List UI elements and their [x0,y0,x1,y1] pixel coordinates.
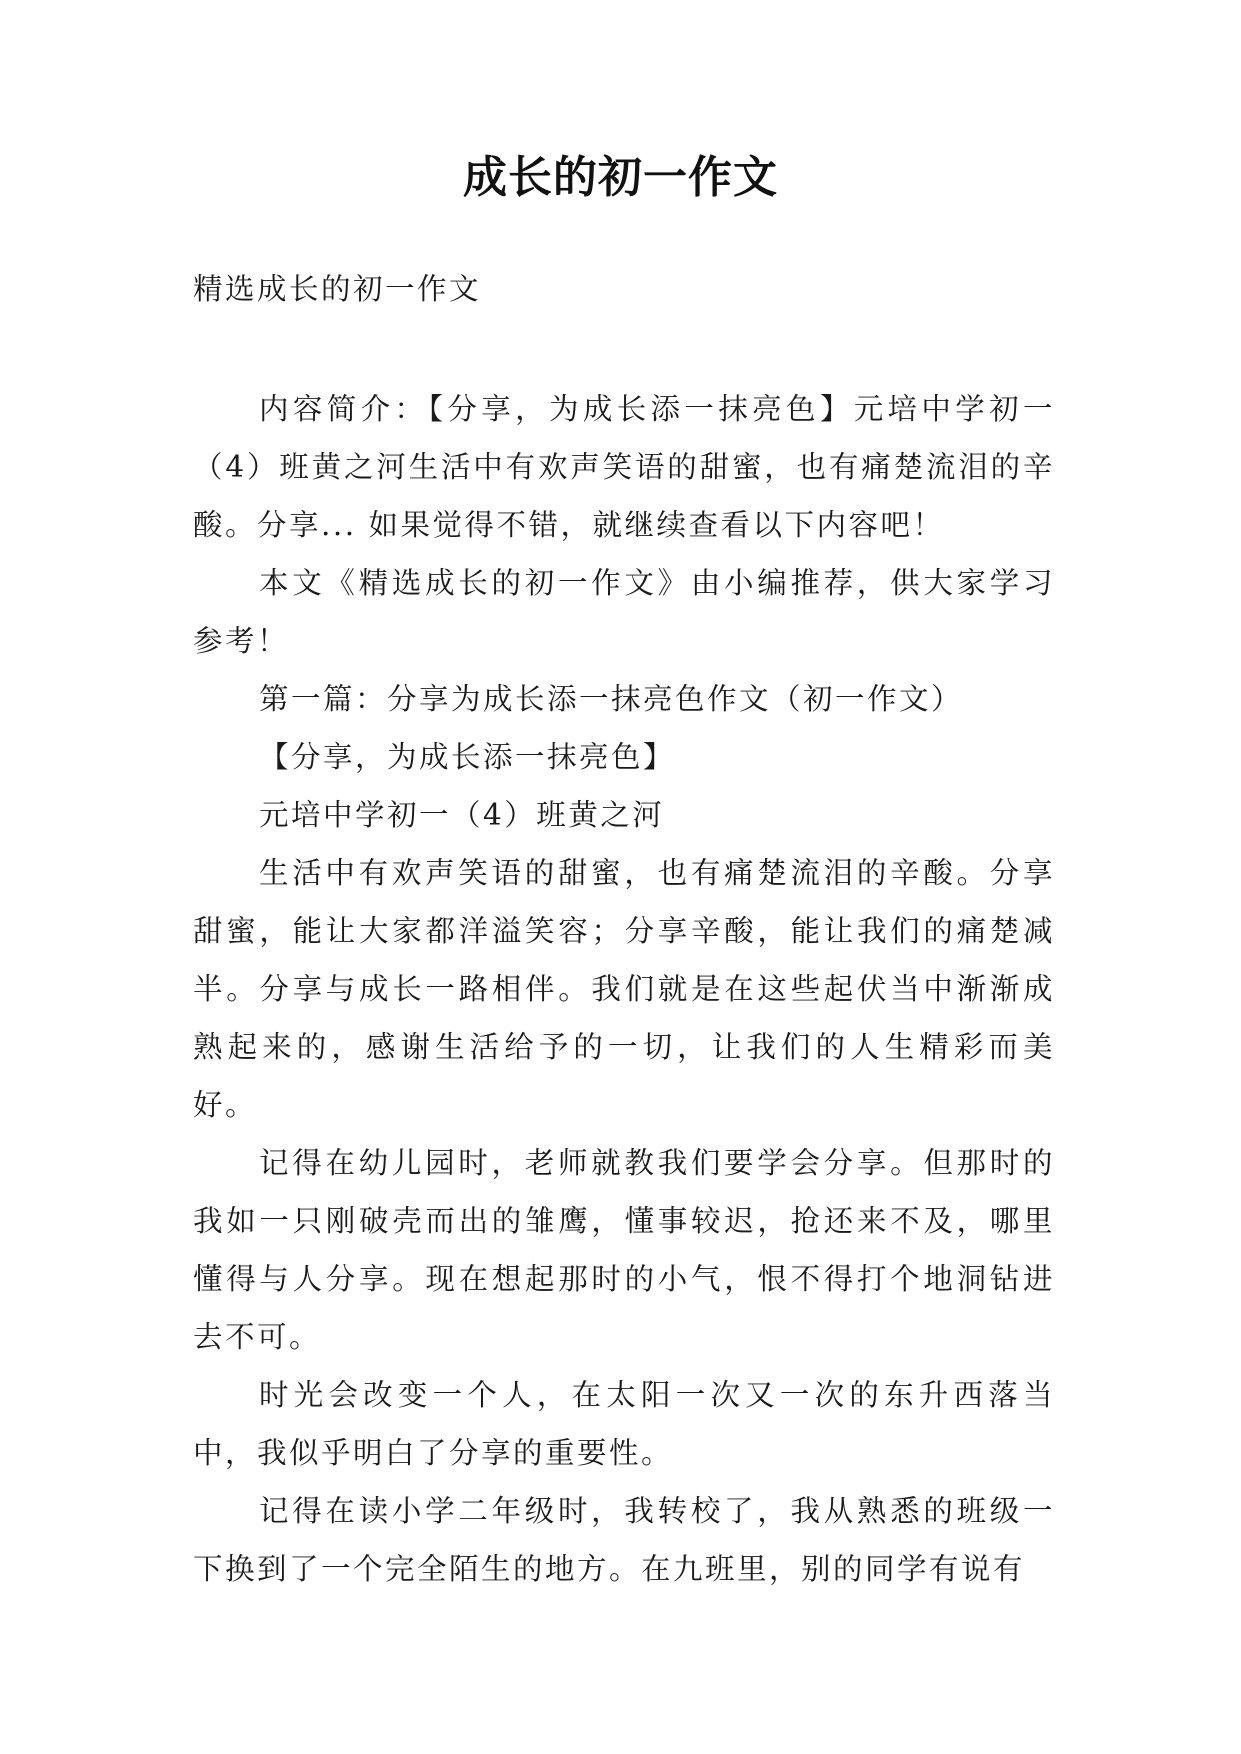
paragraph-body: 记得在读小学二年级时，我转校了，我从熟悉的班级一下换到了一个完全陌生的地方。在九班里，别的同学有说有 [193,1494,1055,1586]
document-title: 成长的初一作文 [463,152,778,203]
paragraph-essay-title: 【分享，为成长添一抹亮色】 [259,740,676,774]
document-subtitle: 精选成长的初一作文 [193,272,482,306]
document-body [193,260,1055,1598]
paragraph-body: 时光会改变一个人，在太阳一次又一次的东升西落当中，我似乎明白了分享的重要性。 [193,1378,1055,1470]
paragraph-author: 元培中学初一（4）班黄之河 [259,798,665,832]
paragraph-summary: 内容简介：【分享，为成长添一抹亮色】元培中学初一（4）班黄之河生活中有欢声笑语的甜蜜，也有痛楚流泪的辛酸。分享... 如果觉得不错，就继续查看以下内容吧！ [193,392,1055,542]
paragraph-recommendation: 本文《精选成长的初一作文》由小编推荐，供大家学习参考！ [193,566,1055,658]
paragraph-body: 记得在幼儿园时，老师就教我们要学会分享。但那时的我如一只刚破壳而出的雏鹰，懂事较迟，抢还来不及，哪里懂得与人分享。现在想起那时的小气，恨不得打个地洞钻进去不可。 [193,1146,1055,1354]
paragraph-body: 生活中有欢声笑语的甜蜜，也有痛楚流泪的辛酸。分享甜蜜，能让大家都洋溢笑容；分享辛酸，能让我们的痛楚减半。分享与成长一路相伴。我们就是在这些起伏当中渐渐成熟起来的，感谢生活给予的一切，让我们的人生精彩而美好。 [193,856,1055,1122]
paragraph-chapter-heading: 第一篇：分享为成长添一抹亮色作文（初一作文） [259,682,964,716]
